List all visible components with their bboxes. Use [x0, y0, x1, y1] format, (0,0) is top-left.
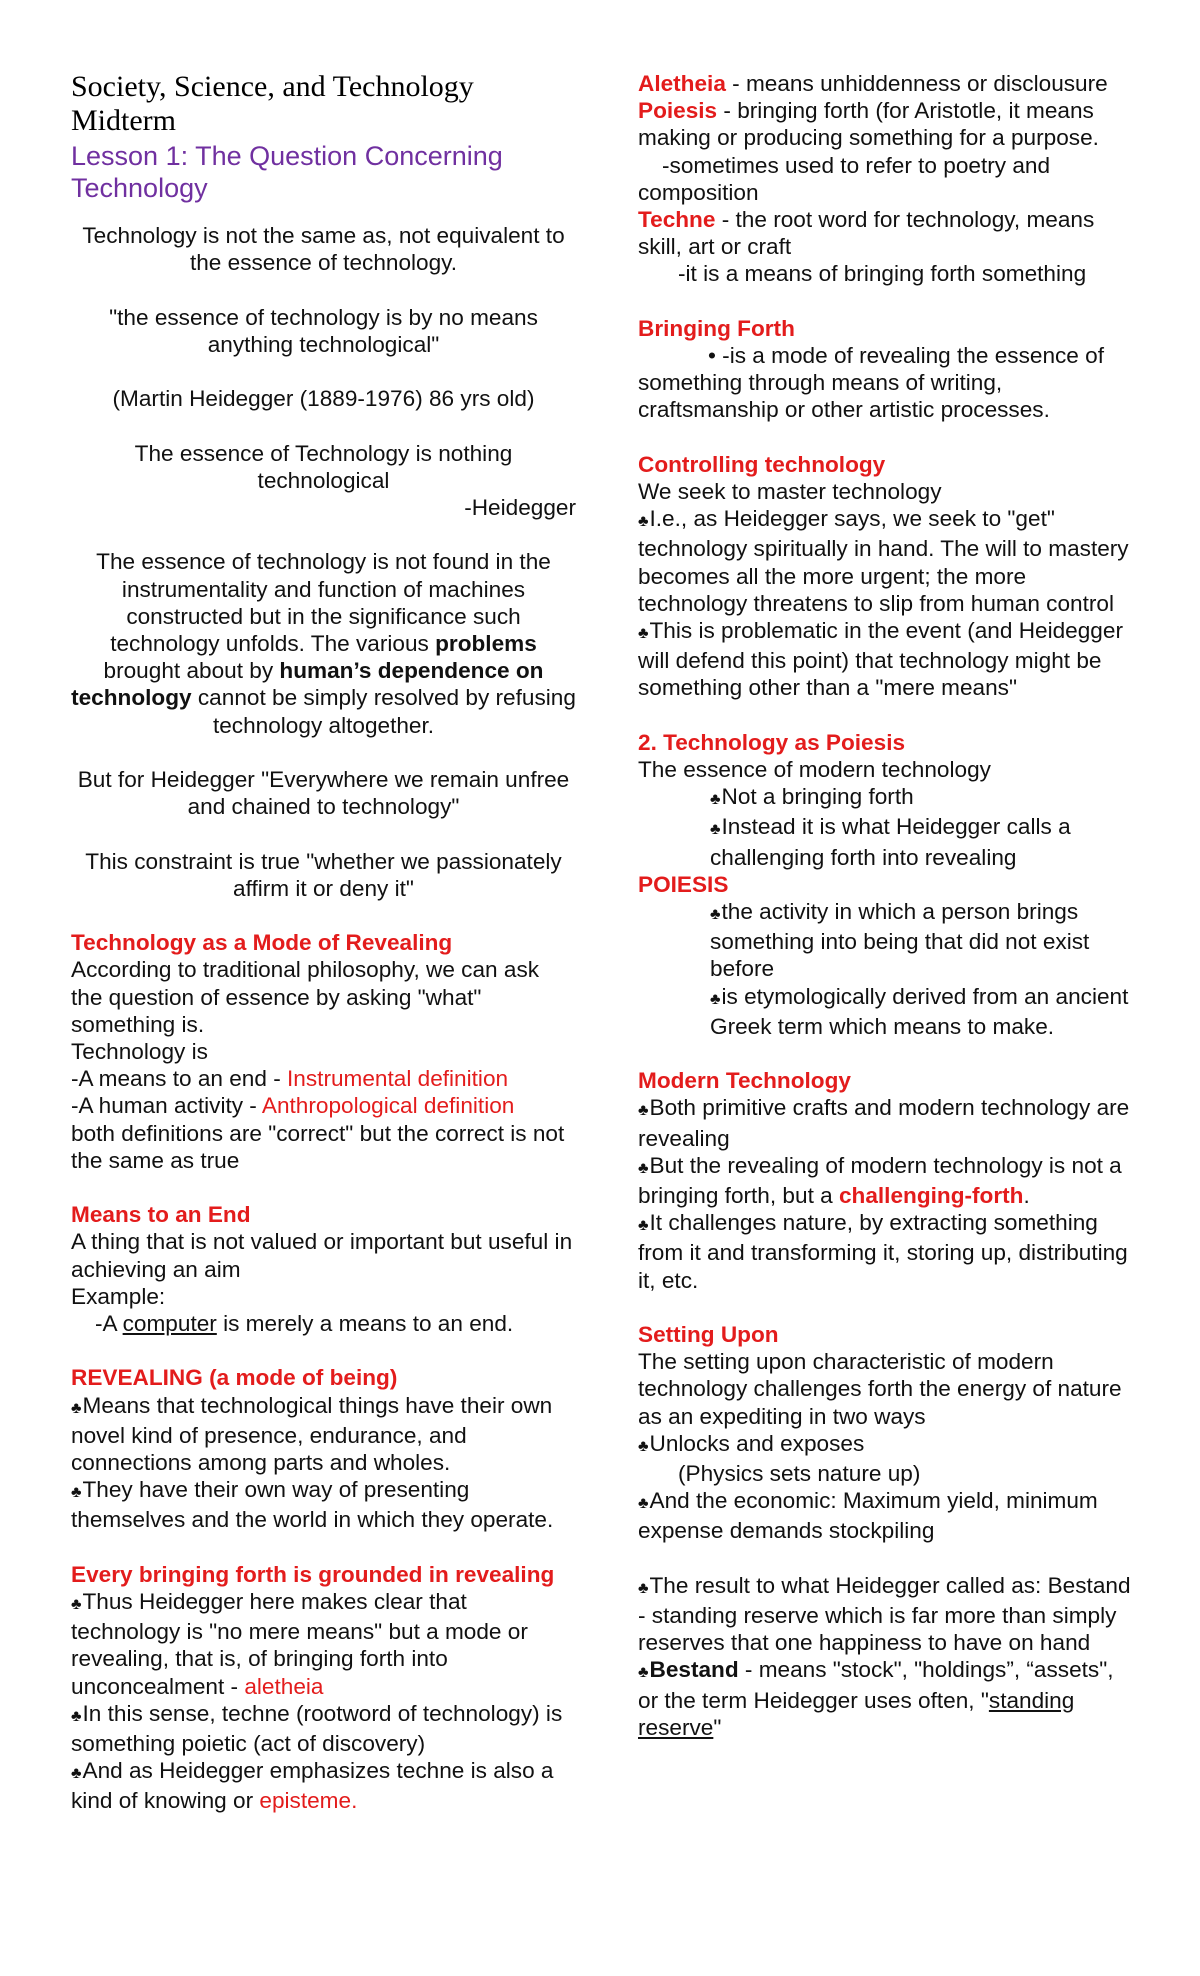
- list-item: -A means to an end - Instrumental definition: [71, 1066, 509, 1092]
- list-item: ♣ This is problematic in the event (and Heidegger will defend this point) that technology might be something other than a "mere means": [638, 617, 1138, 702]
- quote: "the essence of technology is by no means anything technological": [109, 304, 538, 357]
- section-heading: Every bringing forth is grounded in revealing: [71, 1561, 555, 1587]
- list-item: ♣ But the revealing of modern technology is not a bringing forth, but a challenging-forth.: [638, 1152, 1138, 1209]
- list-item: ♣ Not a bringing forth: [638, 783, 1138, 813]
- section-heading: Bringing Forth: [638, 315, 795, 341]
- paragraph: Technology is: [71, 1038, 208, 1064]
- sub-note: -it is a means of bringing forth something: [678, 261, 1087, 287]
- paragraph: The essence of modern technology: [638, 757, 991, 783]
- list-item: ♣ Bestand - means "stock", "holdings”, “assets", or the term Heidegger uses often, "standing reserve": [638, 1656, 1138, 1741]
- section-heading: POIESIS: [638, 871, 729, 897]
- definition-poiesis: Poiesis - bringing forth (for Aristotle, it means making or producing something for a purpose.: [638, 98, 1099, 151]
- list-item: ♣ Both primitive crafts and modern technology are revealing: [638, 1094, 1138, 1151]
- list-item: ♣ And the economic: Maximum yield, minimum expense demands stockpiling: [638, 1487, 1138, 1544]
- paragraph: We seek to master technology: [638, 479, 942, 505]
- list-item: ♣ The result to what Heidegger called as: Bestand - standing reserve which is far more than simply reserves that one happiness to have on hand: [638, 1572, 1138, 1657]
- right-column: [638, 70, 1138, 1741]
- left-column: [71, 70, 576, 1815]
- sub-note: composition: [638, 179, 759, 205]
- list-item: ♣ Means that technological things have their own novel kind of presence, endurance, and connections among parts and wholes.: [71, 1392, 576, 1477]
- paragraph: Example:: [71, 1283, 166, 1309]
- lesson-heading: Lesson 1: The Question Concerning Technology: [71, 141, 503, 203]
- section-heading: Means to an End: [71, 1202, 251, 1228]
- sub-note: -sometimes used to refer to poetry and: [662, 152, 1051, 178]
- paragraph: both definitions are "correct" but the correct is not the same as true: [71, 1120, 565, 1173]
- list-item: ♣ I.e., as Heidegger says, we seek to "get" technology spiritually in hand. The will to mastery becomes all the more urgent; the more technology threatens to slip from human control: [638, 505, 1138, 617]
- list-item: -A human activity - Anthropological definition: [71, 1093, 515, 1119]
- definition-techne: Techne - the root word for technology, means skill, art or craft: [638, 207, 1095, 260]
- paragraph: According to traditional philosophy, we can ask the question of essence by asking "what" something is.: [71, 957, 540, 1037]
- list-item: ♣ They have their own way of presenting themselves and the world in which they operate.: [71, 1476, 576, 1533]
- list-item: ♣ It challenges nature, by extracting something from it and transforming it, storing up, distributing it, etc.: [638, 1209, 1138, 1294]
- list-item: • -is a mode of revealing the essence of: [708, 343, 1104, 369]
- paragraph: A thing that is not valued or important but useful in achieving an aim: [71, 1229, 573, 1282]
- sub-note: (Physics sets nature up): [678, 1461, 921, 1487]
- paragraph: The essence of technology is not found in the instrumentality and function of machines constructed but in the significance such technology unfolds. The various problems brought about by human’s dependence on technology cannot be simply resolved by refusing technology altogether.: [71, 549, 576, 738]
- doc-title: Society, Science, and Technology Midterm: [71, 70, 474, 137]
- section-heading: Setting Upon: [638, 1322, 779, 1348]
- section-heading: Technology as a Mode of Revealing: [71, 930, 453, 956]
- section-heading: Modern Technology: [638, 1068, 851, 1094]
- paragraph: The setting upon characteristic of modern technology challenges forth the energy of nature as an expediting in two ways: [638, 1349, 1122, 1429]
- paragraph: (Martin Heidegger (1889-1976) 86 yrs old): [112, 386, 535, 412]
- paragraph: This constraint is true "whether we passionately affirm it or deny it": [85, 848, 562, 901]
- section-heading: Controlling technology: [638, 451, 886, 477]
- paragraph: But for Heidegger "Everywhere we remain unfree and chained to technology": [77, 766, 570, 820]
- list-item: ♣ And as Heidegger emphasizes techne is also a kind of knowing or episteme.: [71, 1757, 576, 1814]
- list-item: ♣ is etymologically derived from an ancient Greek term which means to make.: [638, 983, 1138, 1040]
- paragraph: something through means of writing, craftsmanship or other artistic processes.: [638, 370, 1050, 423]
- list-item: ♣ In this sense, techne (rootword of technology) is something poietic (act of discovery): [71, 1700, 576, 1757]
- quote: The essence of Technology is nothing technological: [134, 440, 513, 493]
- list-item: ♣ Instead it is what Heidegger calls a challenging forth into revealing: [638, 813, 1138, 870]
- attribution: -Heidegger: [464, 494, 576, 520]
- section-heading: 2. Technology as Poiesis: [638, 729, 906, 755]
- example-item: -A computer is merely a means to an end.: [95, 1311, 514, 1336]
- section-heading: REVEALING (a mode of being): [71, 1365, 398, 1391]
- list-item: ♣ Unlocks and exposes: [638, 1430, 1138, 1460]
- paragraph: Technology is not the same as, not equivalent to the essence of technology.: [82, 223, 565, 276]
- list-item: ♣ the activity in which a person brings something into being that did not exist before: [638, 898, 1138, 983]
- definition-aletheia: Aletheia - means unhiddenness or disclousure: [638, 71, 1108, 96]
- list-item: ♣ Thus Heidegger here makes clear that technology is "no mere means" but a mode or revealing, that is, of bringing forth into unconcealment - aletheia: [71, 1588, 576, 1700]
